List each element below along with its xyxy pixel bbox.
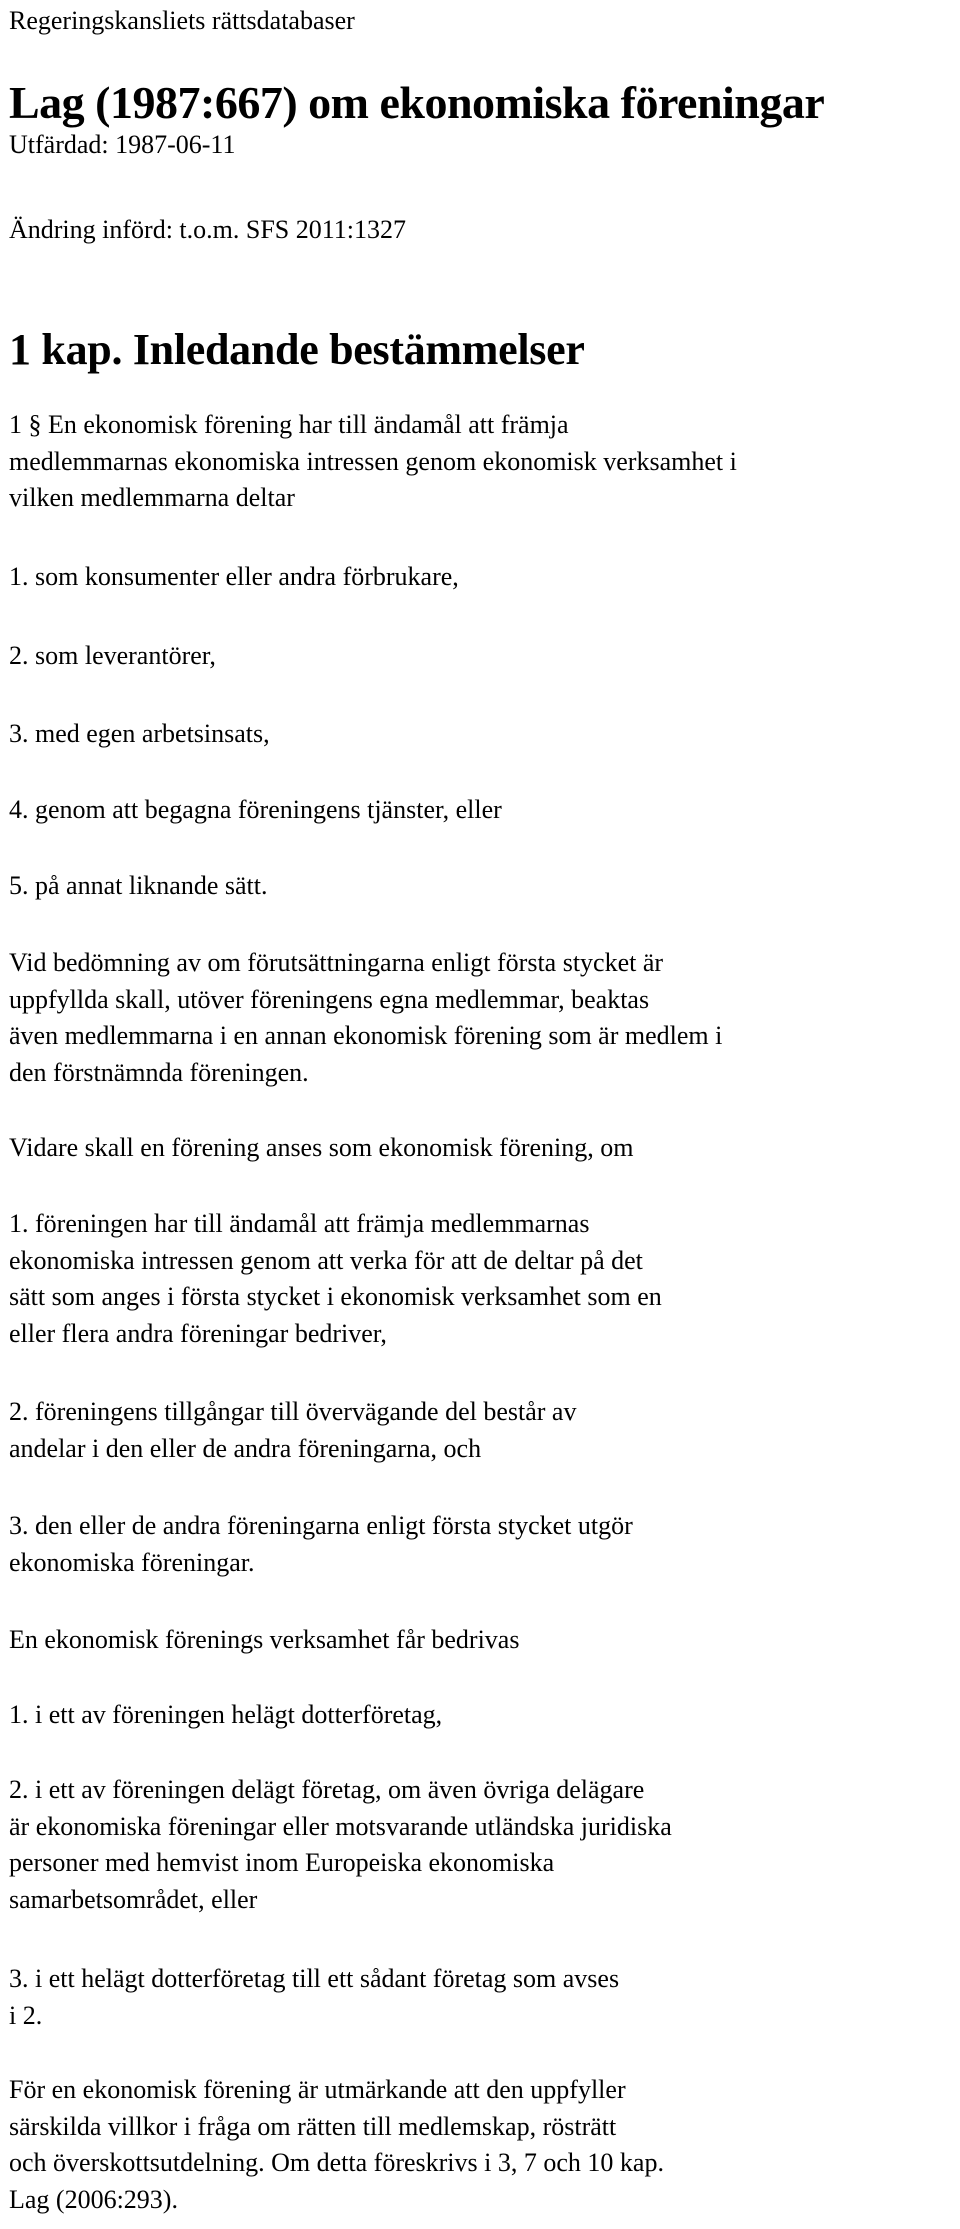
list-item: 1. i ett av föreningen helägt dotterföretag, bbox=[9, 1700, 443, 1729]
paragraph: En ekonomisk förenings verksamhet får bedrivas bbox=[9, 1625, 520, 1654]
list-item: 3. den eller de andra föreningarna enligt första stycket utgör ekonomiska föreningar. bbox=[9, 1511, 633, 1577]
list-item: 2. som leverantörer, bbox=[9, 641, 216, 670]
list-item: 3. med egen arbetsinsats, bbox=[9, 719, 270, 748]
site-header: Regeringskansliets rättsdatabaser bbox=[9, 6, 355, 35]
paragraph: Vidare skall en förening anses som ekonomisk förening, om bbox=[9, 1133, 634, 1162]
list-item: 1. som konsumenter eller andra förbrukare, bbox=[9, 562, 459, 591]
paragraph: Vid bedömning av om förutsättningarna enligt första stycket är uppfyllda skall, utöver föreningens egna medlemmar, beaktas även medlemmarna i en annan ekonomisk förening som är medlem i den förstnämnda föreningen. bbox=[9, 948, 723, 1087]
list-item: 2. i ett av föreningen delägt företag, om även övriga delägare är ekonomiska föreningar eller motsvarande utländska juridiska personer med hemvist inom Europeiska ekonomiska samarbetsområdet, eller bbox=[9, 1775, 672, 1914]
list-item: 5. på annat liknande sätt. bbox=[9, 871, 268, 900]
section-1-intro: 1 § En ekonomisk förening har till ändamål att främja medlemmarnas ekonomiska intressen genom ekonomisk verksamhet i vilken medlemmarna deltar bbox=[9, 410, 737, 512]
list-item: 1. föreningen har till ändamål att främja medlemmarnas ekonomiska intressen genom att verka för att de deltar på det sätt som anges i första stycket i ekonomisk verksamhet som en eller flera andra föreningar bedriver, bbox=[9, 1209, 662, 1348]
amendment-info: Ändring införd: t.o.m. SFS 2011:1327 bbox=[9, 215, 407, 244]
issued-date: Utfärdad: 1987-06-11 bbox=[9, 130, 236, 159]
chapter-title: 1 kap. Inledande bestämmelser bbox=[9, 325, 585, 374]
list-item: 4. genom att begagna föreningens tjänster, eller bbox=[9, 795, 502, 824]
law-title: Lag (1987:667) om ekonomiska föreningar bbox=[9, 77, 825, 128]
paragraph: För en ekonomisk förening är utmärkande att den uppfyller särskilda villkor i fråga om rätten till medlemskap, rösträtt och överskottsutdelning. Om detta föreskrivs i 3, 7 och 10 kap. Lag (2006:293). bbox=[9, 2075, 664, 2214]
list-item: 2. föreningens tillgångar till övervägande del består av andelar i den eller de andra föreningarna, och bbox=[9, 1397, 577, 1463]
list-item: 3. i ett helägt dotterföretag till ett sådant företag som avses i 2. bbox=[9, 1964, 620, 2030]
